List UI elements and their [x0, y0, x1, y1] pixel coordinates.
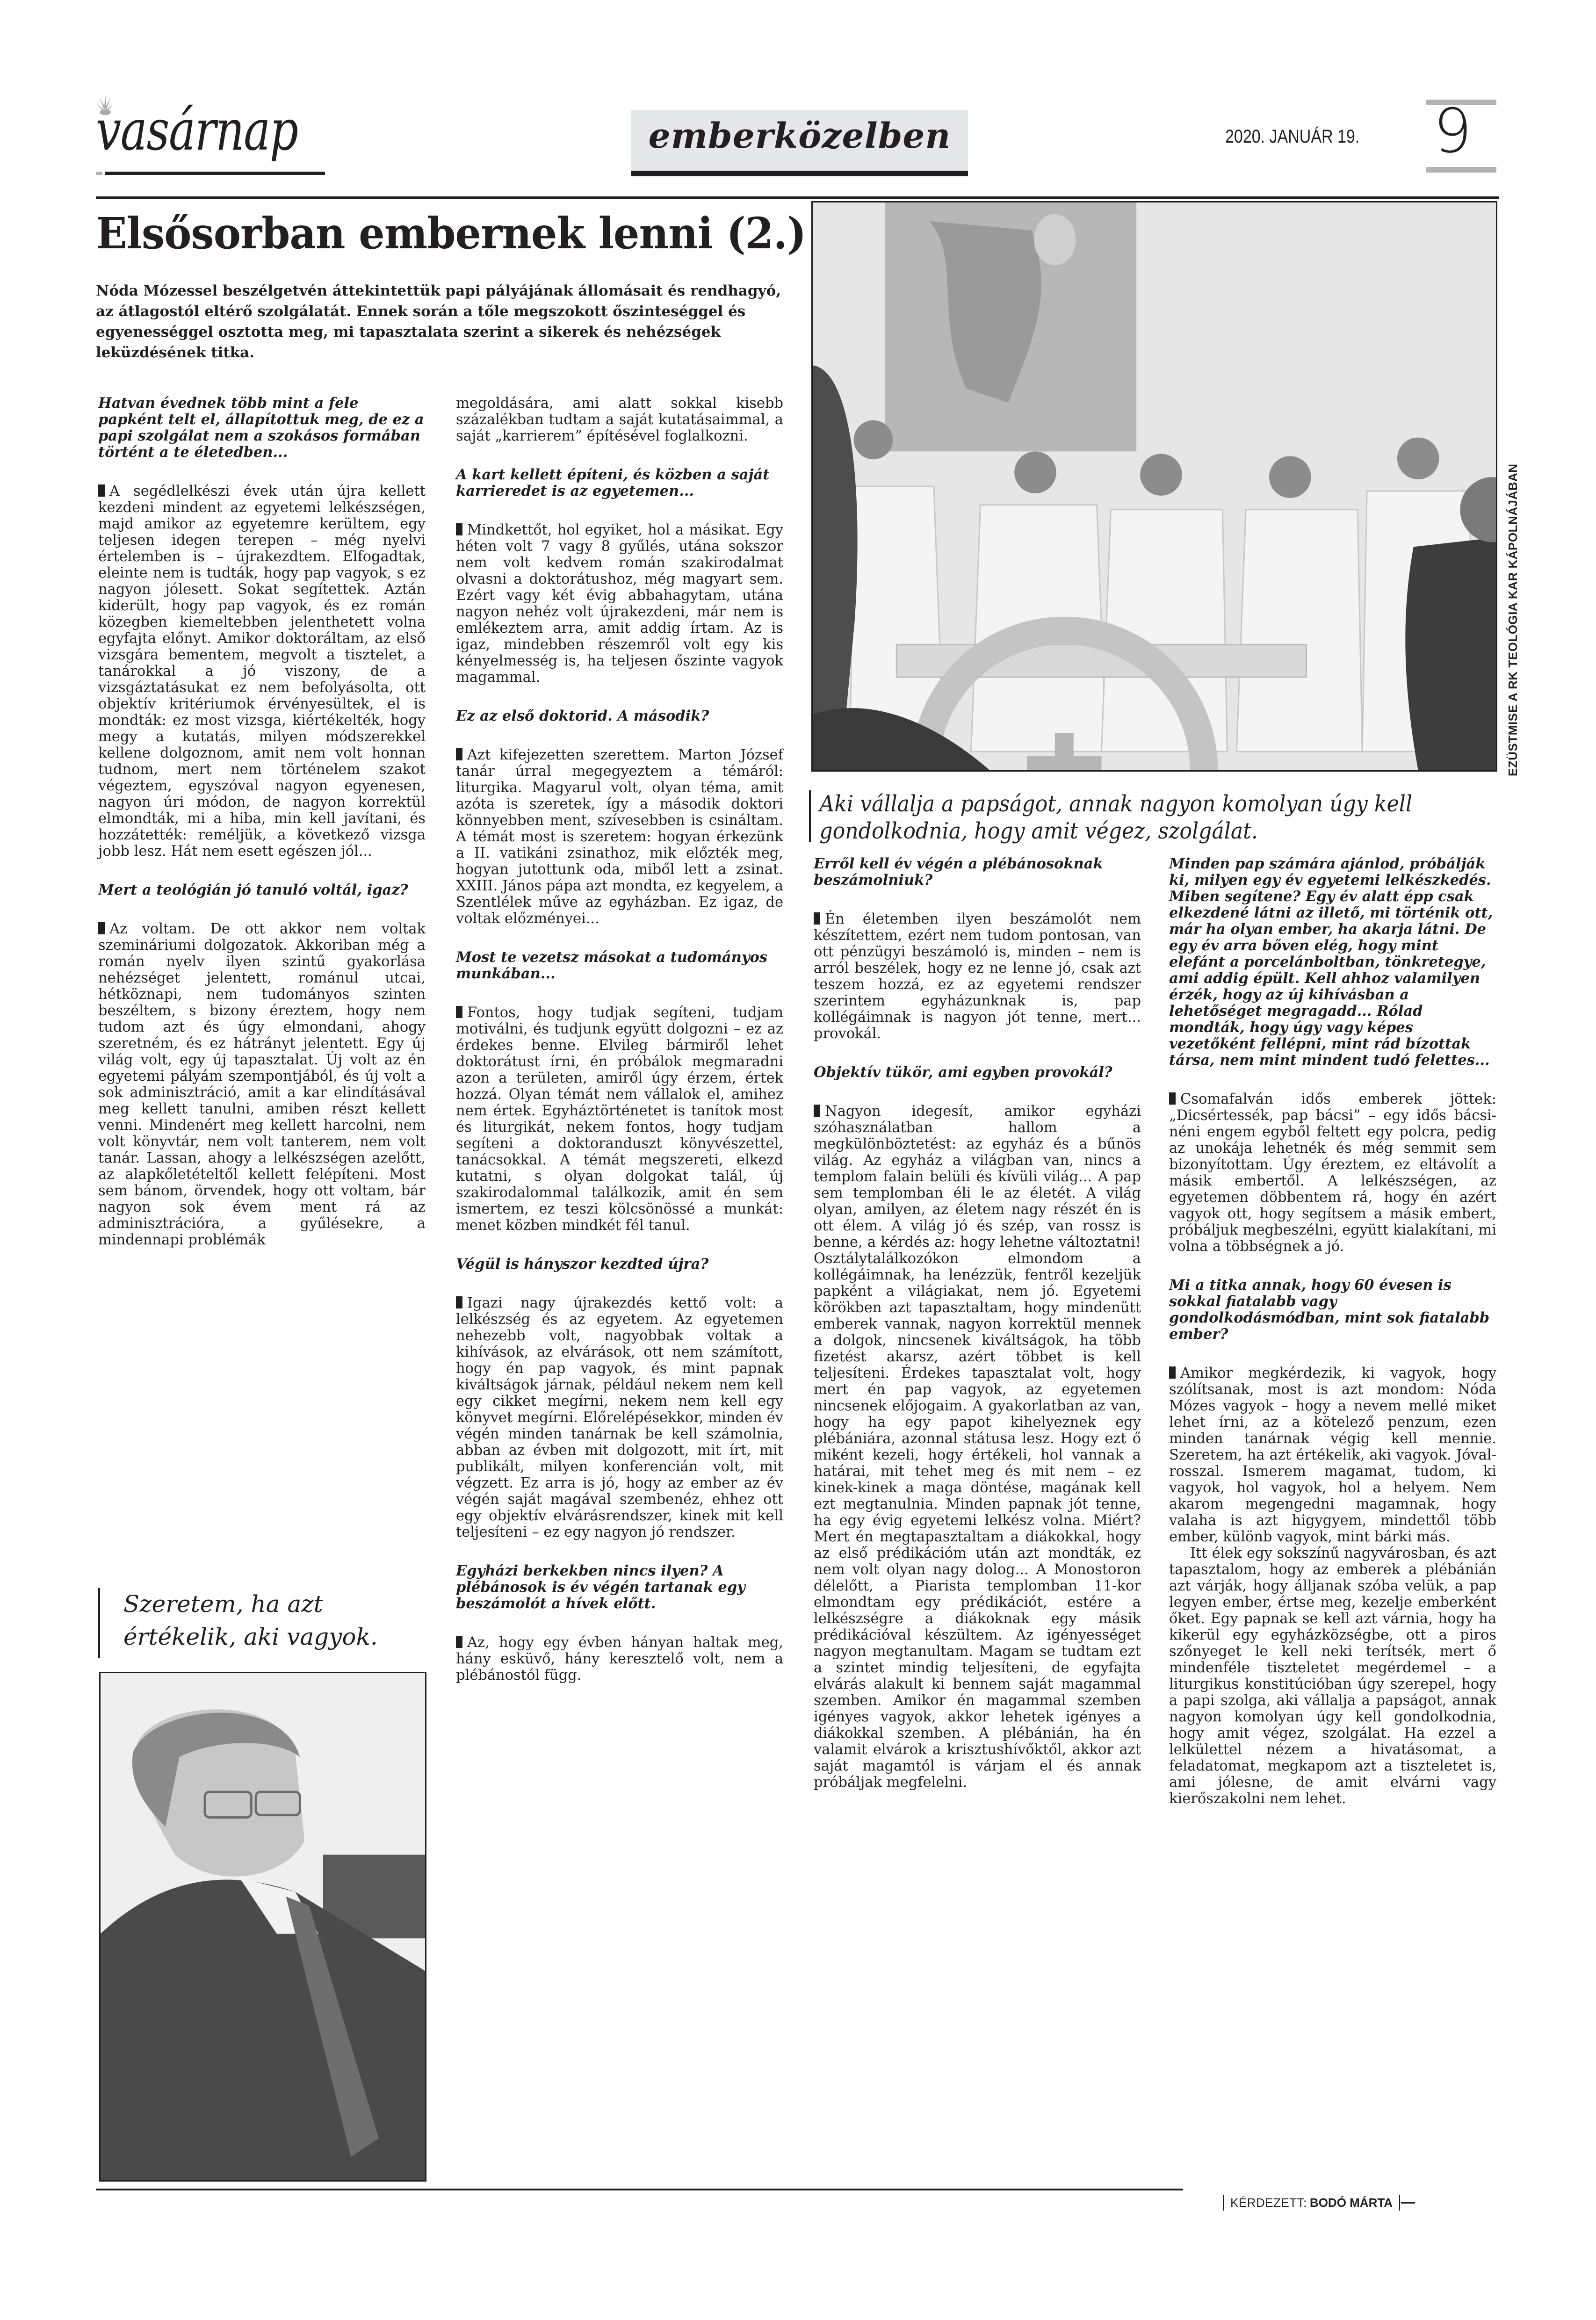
byline — [1223, 2193, 1415, 2212]
interview-question: Minden pap számára ajánlod, próbálják ki, milyen egy év egyetemi lelkészkedés. Miben segítene? Egy év alatt épp csak elkezdené látni az illető, mi történik ott, már ha olyan ember, ha akarja látni. De egy év arra bőven elég, hogy mint elefánt a porcelánboltban, tönkretegye, ami addig épült. Kell ahhoz valamilyen érzék, hogy az új kihívásban a lehetőséget megragadd... Rólad mondták, hogy úgy vagy képes vezetőként fellépni, mint rád bízottak társa, nem mint mindent tudó felettes... — [1169, 855, 1493, 1069]
header-divider — [96, 196, 1499, 199]
interview-answer: Igazi nagy újrakezdés kettő volt: a lelkészség és az egyetem. Az egyetemen nehezebb volt, nagyobbak voltak a kihívások, az elvárások, ott nem számított, hogy én pap vagyok, és mint papnak kiváltságok járnak, például nekem nem kell egy cikket megírni, nekem nem kell egy könyvet megírni. Előrelépésekkor, minden év végén minden tanárnak be kell számolnia, abban az évben mit dolgozott, mit írt, mit publikált, milyen konferencián volt, mit végzett. Ez arra is jó, hogy az ember az év végén saját magával szembenéz, ehhez ott egy objektív elvárásrendszer, kinek mit kell teljesíteni – ez egy nagyon jó rendszer. — [456, 1295, 783, 1540]
article-column-2 — [456, 395, 783, 1684]
section-label: emberközelben — [648, 116, 951, 156]
pull-quote-ertekelik — [98, 1588, 427, 1658]
byline-label: KÉRDEZETT: — [1230, 2195, 1307, 2210]
interview-answer: Azt kifejezetten szerettem. Marton József tanár úrral megegyeztem a témáról: liturgika. Magyarul volt, olyan téma, amit azóta is szeretek, így a második doktori könnyebben ment, szívesebben is csináltam. A témát most is szeretem: hogyan érkezünk a II. vatikáni zsinathoz, mik előzték meg, hogyan jutottunk oda, miből lett a zsinat. XXIII. János pápa azt mondta, ez kegyelem, a Szentlélek műve az egyházban. Ez igaz, de voltak előzményei... — [456, 747, 783, 927]
pull-quote-papsag — [809, 790, 1484, 842]
interview-answer: Csomafalván idős emberek jöttek: „Dicsértessék, pap bácsi” – egy idős bácsi-néni engem egyből feltett egy polcra, pedig az unokája lehetnék és még semmit sem bizonyítottam. Úgy éreztem, ez eltávolít a másik embertől. A lelkészségen, az egyetemen döbbentem rá, hogy én azért vagyok ott, hogy segítsem a másik embert, próbáljuk megbeszélni, együtt kialakítani, mi volna a többségnek a jó. — [1169, 1091, 1496, 1255]
byline-rule-tail — [1401, 2202, 1415, 2204]
interview-question: Most te vezetsz másokat a tudományos munkában... — [456, 949, 768, 982]
footer-divider — [96, 2189, 1183, 2190]
photo-silver-mass — [811, 201, 1497, 772]
photo-portrait-noda-mozes — [99, 1672, 426, 2182]
page-number-bar-bottom — [1426, 167, 1496, 173]
interview-answer: Az voltam. De ott akkor nem voltak szemináriumi dolgozatok. Akkoriban még a román nyelv ilyen szintű gyakorlása nehézséget jelentett, románul utcai, hétköznapi, nem tudományos szinten beszéltem, s bizony éreztem, hogy nem tudom azt és úgy elmondani, ahogy szeretném, és ez hátrányt jelentett. Egy új világ volt, egy új tapasztalat. Új volt az én egyetemi pályám szempontjából, és új volt a sok adminisztráció, amit a kar elindításával meg kellett tanulni, amiben részt kellett venni. Mindenért meg kellett harcolni, nem volt könyvtár, nem volt tanterem, nem volt tanár. Lassan, ahogy a lelkészségen azelőtt, az alapkőletételtől kellett felépíteni. Most sem bánom, örvendek, hogy ott voltam, bár nagyon sok évem ment rá az adminisztrációra, a gyűlésekre, a mindennapi problémák — [98, 921, 426, 1248]
interview-question: Végül is hányszor kezdted újra? — [456, 1256, 709, 1272]
interview-answer: A segédlelkészi évek után újra kellett kezdeni mindent az egyetemi lelkészségen, majd amikor az egyetemre kerültem, egy teljesen idegen terepen – még nyelvi értelemben is – újrakezdtem. Elfogadtak, eleinte nem is tudták, hogy pap vagyok, s ez nagyon jólesett. Sokat segítettek. Aztán kiderült, hogy pap vagyok, és ez román közegben kiemeltebben jelenthetett volna egyfajta előnyt. Amikor doktoráltam, az első vizsgára bementem, megvolt a tisztelet, a tanárokkal a jó viszony, de a vizsgáztatásukat ez nem befolyásolta, ott objektív kritériumok érvényesültek, el is mondták: ez most vizsga, kiértékelték, hogy megy a kutatás, milyen módszerekkel kellene dolgoznom, amit nem volt honnan tudnom, mert nem történelem szakot végeztem, egyszóval nagyon egyenesen, nagyon úri módon, de nagyon korrektül elmondták, mi a hiba, min kell javítani, és hozzátették: reméljük, a következő vizsga jobb lesz. Hát nem esett egészen jól... — [98, 483, 426, 860]
interview-question: Ez az első doktorid. A második? — [456, 708, 709, 724]
article-column-4 — [1169, 856, 1496, 1807]
logo-text: vasárnap — [96, 98, 298, 163]
logo-rule-accent — [96, 172, 102, 175]
article-lead: Nóda Mózessel beszélgetvén áttekintettük papi pályájának állomásait és rendhagyó, az átlagostól eltérő szolgálatát. Ennek során a tőle megszokott őszinteséggel és egyenességgel osztotta meg, mi tapasztalata szerint a sikerek és nehézségek leküzdésének titka. — [96, 282, 781, 361]
chapel-photo-illustration — [813, 202, 1496, 770]
interview-answer: Amikor megkérdezik, ki vagyok, hogy szólítsanak, most is azt mondom: Nóda Mózes vagyok – hogy a nevem mellé miket lehet írni, az a kötelező penzum, ezen minden tanárnak végig kell mennie. Szeretem, ha azt értékelik, aki vagyok. Jóval-rosszal. Ismerem magamat, tudom, ki vagyok, hol vagyok, hol a helyem. Nem akarom megengedni magamnak, hogy valaha is azt higygyem, mindettől több ember, különb vagyok, mint bárki más. — [1169, 1365, 1496, 1545]
photo-caption — [1503, 463, 1522, 776]
section-label-rule — [631, 171, 968, 176]
interview-question: A kart kellett építeni, és közben a saját karrieredet is az egyetemen... — [456, 466, 770, 499]
page-number: 9 — [1433, 95, 1472, 166]
pull-quote-text: Szeretem, ha azt értékelik, aki vagyok. — [123, 1590, 378, 1650]
interview-answer: Én életemben ilyen beszámolót nem készítettem, ezért nem tudom pontosan, van ott pénzügyi beszámoló is, minden – nem is arról beszélek, hogy ez ne lenne jó, csak azt teszem hozzá, ez az egyetemi rendszer szerintem egyházunknak is, pap kollégáimnak is nagyon jót tenne, mert... provokál. — [814, 911, 1141, 1042]
pull-quote-text: Aki vállalja a papságot, annak nagyon komolyan úgy kell gondolkodnia, hogy amit végez, szolgálat. — [819, 791, 1413, 844]
byline-bar-right — [1399, 2195, 1400, 2211]
interview-question: Erről kell év végén a plébánosoknak beszámolniuk? — [814, 855, 1103, 889]
portrait-illustration — [101, 1673, 425, 2180]
interview-answer: Mindkettőt, hol egyiket, hol a másikat. Egy héten volt 7 vagy 8 gyűlés, utána sokszor nem volt kedvem román szakirodalmat olvasni a doktorátushoz, még magyart sem. Ezért vagy két évig abbahagytam, utána nagyon nehéz volt újrakezdeni, már nem is emlékeztem arra, amit addig írtam. Az is igaz, mindebben részemről volt egy kis kényelmesség is, ha teljesen őszinte vagyok magammal. — [456, 522, 783, 686]
byline-author: BODÓ MÁRTA — [1309, 2195, 1393, 2210]
newspaper-logo — [96, 94, 348, 173]
interview-answer-continued: megoldására, ami alatt sokkal kisebb százalékban tudtam a saját kutatásaimmal, a saját „karrierem” építésével foglalkozni. — [456, 395, 783, 444]
interview-answer-paragraph: Itt élek egy sokszínű nagyvárosban, és azt tapasztalom, hogy az emberek a plébánián azt várják, hogy álljanak szóba velük, a pap legyen ember, értse meg, kezelje emberként őket. Egy papnak se kell azt várnia, hogy ha kikerül egy egyházközségbe, ott a piros szőnyeget le kell neki terítsék, mert ő mindenféle tiszteletet megérdemel – a liturgikus konstitúcióban úgy szerepel, hogy a papi szolga, aki vállalja a papságot, annak nagyon komolyan úgy kell gondolkodnia, hogy amit végez, szolgálat. Ha ezzel a lelkülettel nézem a hivatásomat, a feladatomat, megkapom azt a tiszteletet is, ami jólesne, de amit elvárni vagy kierőszakolni nem lehet. — [1169, 1545, 1496, 1807]
interview-answer: Nagyon idegesít, amikor egyházi szóhasználatban hallom a megkülönböztetést: az egyház és a bűnös világ. Az egyház a világban van, nincs a templom falain belüli és kívüli világ... A pap sem templomban éli le az életét. A világ olyan, amilyen, az életem nagy részét én is ott élem. A világ jó és szép, van rossz is benne, a kérdés az: hogy lehetne változtatni! Osztálytalálkozókon elmondom a kollégáimnak, ha lenézzük, fentről kezeljük papként a világiakat, nem jó. Egyetemi körökben azt tapasztaltam, hogy mindenütt emberek vannak, nagyon korrektül mennek a dolgok, nincsenek kiváltságok, ha több fizetést akarsz, azért többet is kell teljesíteni. Érdekes tapasztalat volt, hogy mert én pap vagyok, az egyetemen nincsenek előjogaim. A gyakorlatban az van, hogy ha egy papot kihelyeznek egy plébániára, azonnal státusa lesz. Hogy ezt ő miként kezeli, hogy értékeli, hol vannak a határai, mit tehet meg és mit nem – ez kinek-kinek a maga döntése, magának kell ezt megtanulnia. Minden papnak jót tenne, ha egy évig egyetemi lelkész volna. Miért? Mert én megtapasztaltam a diákokkal, hogy az első prédikációm után azt mondták, ez nem volt olyan nagy dolog... A Monostoron délelőtt, a Piarista templomban 11-kor elmondtam egy prédikációt, estére a lelkészségre a diákoknak egy másik prédikációval készültem. Az igényességet nagyon megtanultam. Magam se tudtam ezt a szintet mindig teljesíteni, de egyfajta elvárás alakult ki bennem saját magammal szemben. Amikor én magammal szemben igényes vagyok, akkor lehetek igényes a diákokkal szemben. A plébánián, ha én valamit elvárok a krisztushívőktől, akkor azt saját magamtól is várjam el és annak próbáljak megfelelni. — [814, 1103, 1141, 1791]
interview-answer: Az, hogy egy évben hányan haltak meg, hány esküvő, hány keresztelő volt, nem a plébánostól függ. — [456, 1634, 783, 1684]
interview-question: Mi a titka annak, hogy 60 évesen is sokkal fiatalabb vagy gondolkodásmódban, mint sok fiatalabb ember? — [1169, 1277, 1490, 1343]
logo-rule — [105, 172, 325, 175]
interview-question: Hatvan évednek több mint a fele papként telt el, állapítottuk meg, de ez a papi szolgálat nem a szokásos formában történt a te életedben... — [98, 395, 424, 461]
article-column-3 — [814, 856, 1141, 1791]
interview-question: Mert a teológián jó tanuló voltál, igaz? — [98, 882, 408, 898]
article-headline: Elsősorban embernek lenni (2.) — [96, 208, 806, 259]
byline-bar-left — [1223, 2195, 1224, 2211]
interview-answer: Fontos, hogy tudjak segíteni, tudjam motiválni, és tudjunk együtt dolgozni – ez az érdekes benne. Elvileg bármiről lehet doktorátust írni, én próbálok megmaradni azon a területen, amiről úgy érzem, értek hozzá. Olyan témát nem vállalok el, amihez nem értek. Egyháztörténetet is tanítok most és liturgikát, nekem fontos, hogy tudjam segíteni a doktoranduszt könyvészettel, tanácsokkal. A témát megszereti, elkezd kutatni, s olyan dolgokat talál, új szakirodalommal találkozik, amit én sem ismertem, ez teszi kölcsönössé a munkát: menet közben mindkét fél tanul. — [456, 1005, 783, 1234]
issue-date: 2020. JANUÁR 19. — [1225, 126, 1360, 147]
interview-question: Egyházi berkekben nincs ilyen? A plébánosok is év végén tartanak egy beszámolót a hívek előtt. — [456, 1562, 745, 1612]
interview-question: Objektív tükör, ami egyben provokál? — [814, 1064, 1112, 1081]
photo-caption-text: EZÜSTMISE A RK TEOLÓGIA KAR KÁPOLNÁJÁBAN — [1506, 463, 1520, 776]
article-column-1 — [98, 395, 426, 1248]
